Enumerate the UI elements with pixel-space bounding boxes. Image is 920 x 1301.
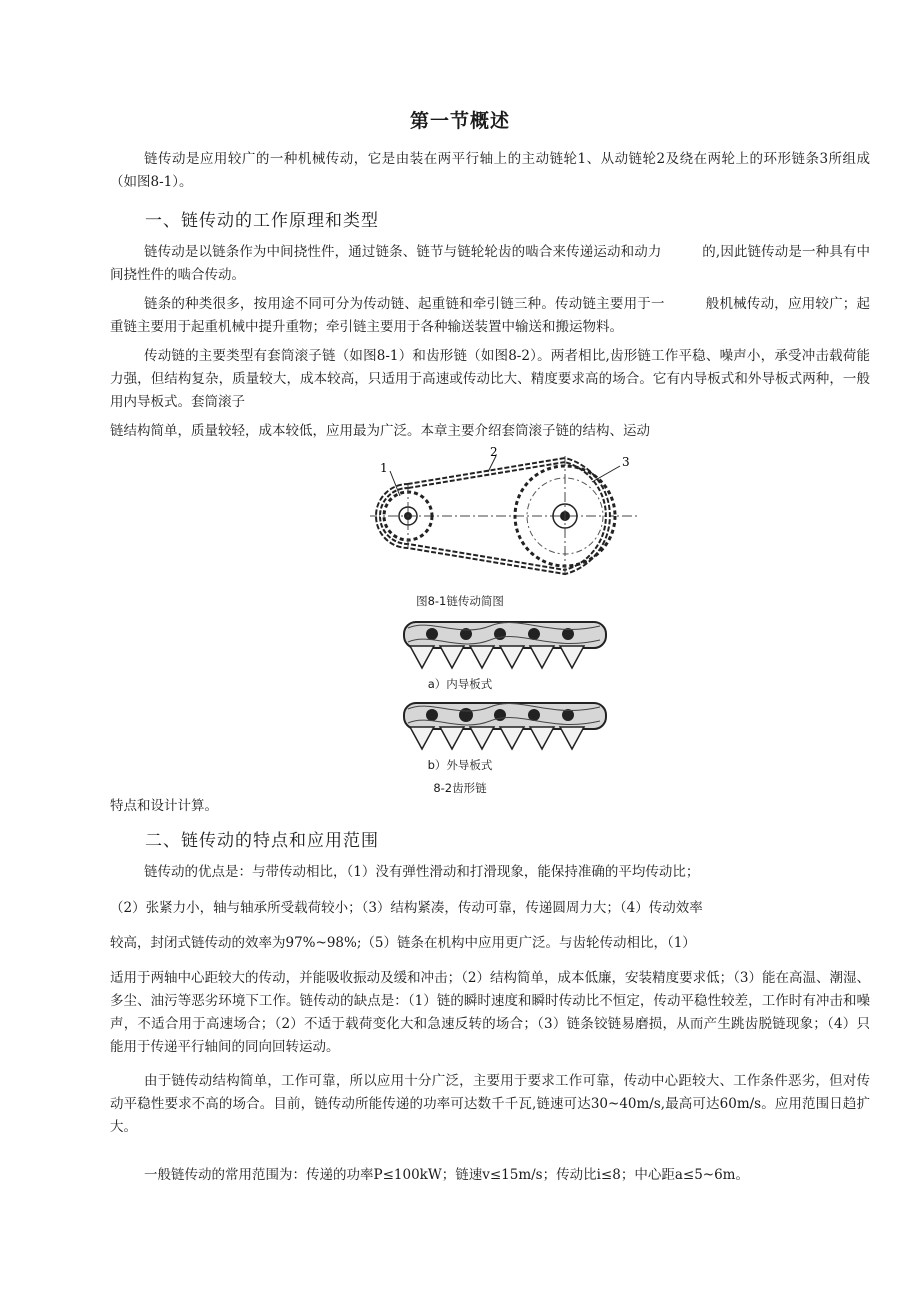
section2-l2-text: （2）张紧力小，轴与轴承所受载荷较小；（3）结构紧凑，传动可靠，传递圆周力大；（4）传动效率: [110, 900, 703, 916]
figure1-caption: 图8-1链传动简图: [416, 594, 504, 608]
intro-text: 链传动是应用较广的一种机械传动，它是由装在两平行轴上的主动链轮1、从动链轮2及绕在两轮上的环形链条3所组成（如图8-1）。: [110, 151, 870, 190]
section2-p4-text: 适用于两轴中心距较大的传动，并能吸收振动及缓和冲击；（2）结构简单，成本低廉，安装精度要求低；（3）能在高温、潮湿、多尘、油污等恶劣环境下工作。链传动的缺点是：（1）链的瞬时速度和瞬时传动比不恒定，传动平稳性较差，工作时有冲击和噪声，不适合用于高速场合；（2）不适于载荷变化大和急速反转的场合；（3）链条铰链易磨损，从而产生跳齿脱链现象；（4）只能用于传递平行轴间的同向回转运动。: [110, 970, 870, 1055]
label-3: 3: [622, 455, 630, 469]
label-2: 2: [490, 446, 498, 459]
section2-line-1: [110, 861, 870, 884]
section1-paragraph-5: [110, 795, 870, 818]
section1-p5-text: 特点和设计计算。: [110, 798, 218, 814]
section2-l1-text: 链传动的优点是：与带传动相比，（1）没有弹性滑动和打滑现象，能保持准确的平均传动比；: [144, 864, 700, 880]
section1-p3-text: 传动链的主要类型有套筒滚子链（如图8-1）和齿形链（如图8-2）。两者相比,齿形链工作平稳、噪声小，承受冲击载荷能力强，但结构复杂，质量较大，成本较高，只适用于高速或传动比大、精度要求高的场合。它有内导板式和外导板式两种，一般用内导板式。套筒滚子: [110, 348, 870, 410]
section2-paragraph-6: [110, 1164, 870, 1187]
section1-paragraph-1: [110, 241, 870, 287]
section2-line-3: [110, 932, 870, 955]
label-1: 1: [380, 461, 388, 475]
section2-p5-text: 由于链传动结构简单，工作可靠，所以应用十分广泛，主要用于要求工作可靠，传动中心距较大、工作条件恶劣，但对传动平稳性要求不高的场合。目前，链传动所能传递的功率可达数千千瓦,链速可达30~40m/s,最高可达60m/s。应用范围日趋扩大。: [110, 1073, 870, 1135]
label-3-leader: [592, 466, 620, 482]
figure2a-caption: a）内导板式: [427, 677, 493, 691]
section1-heading: 一、链传动的工作原理和类型: [145, 211, 379, 231]
figure2b-caption: b）外导板式: [427, 758, 493, 772]
chain-drive-figure: [370, 446, 640, 586]
chain-teeth: [410, 727, 584, 749]
section1-p4-text: 链结构简单，质量较轻，成本较低，应用最为广泛。本章主要介绍套筒滚子链的结构、运动: [110, 423, 650, 439]
section2-paragraph-5: [110, 1070, 870, 1139]
section2-paragraph-4: [110, 967, 870, 1059]
section2-l3-text: 较高，封闭式链传动的效率为97%~98%;（5）链条在机构中应用更广泛。与齿轮传动相比，（1）: [110, 935, 696, 951]
chain-teeth: [410, 646, 584, 668]
inner-guide-chain-figure: [400, 616, 610, 672]
section2-line-2: [110, 897, 870, 920]
chain-pin: [426, 709, 438, 721]
section1-p2-text: 链条的种类很多，按用途不同可分为传动链、起重链和牵引链三种。传动链主要用于一 般机械传动，应用较广；起重链主要用于起重机械中提升重物；牵引链主要用于各种输送装置中输送和搬运物料。: [110, 296, 870, 335]
section1-paragraph-4: [110, 420, 870, 443]
section1-paragraph-3: [110, 345, 870, 414]
figure2-caption: 8-2齿形链: [433, 781, 487, 795]
chain-pin: [459, 708, 473, 722]
section2-heading: 二、链传动的特点和应用范围: [145, 831, 379, 851]
section1-p1-text: 链传动是以链条作为中间挠性件，通过链条、链节与链轮轮齿的啮合来传递运动和动力 的,因此链传动是一种具有中间挠性件的啮合传动。: [110, 244, 870, 283]
chain-pin: [426, 628, 438, 640]
outer-guide-chain-figure: [400, 695, 610, 753]
section1-paragraph-2: [110, 293, 870, 339]
page-title: 第一节概述: [409, 110, 510, 132]
intro-paragraph: [110, 148, 870, 194]
section2-p6-text: 一般链传动的常用范围为：传递的功率P≤100kW；链速v≤15m/s；传动比i≤8；中心距a≤5~6m。: [144, 1167, 749, 1183]
